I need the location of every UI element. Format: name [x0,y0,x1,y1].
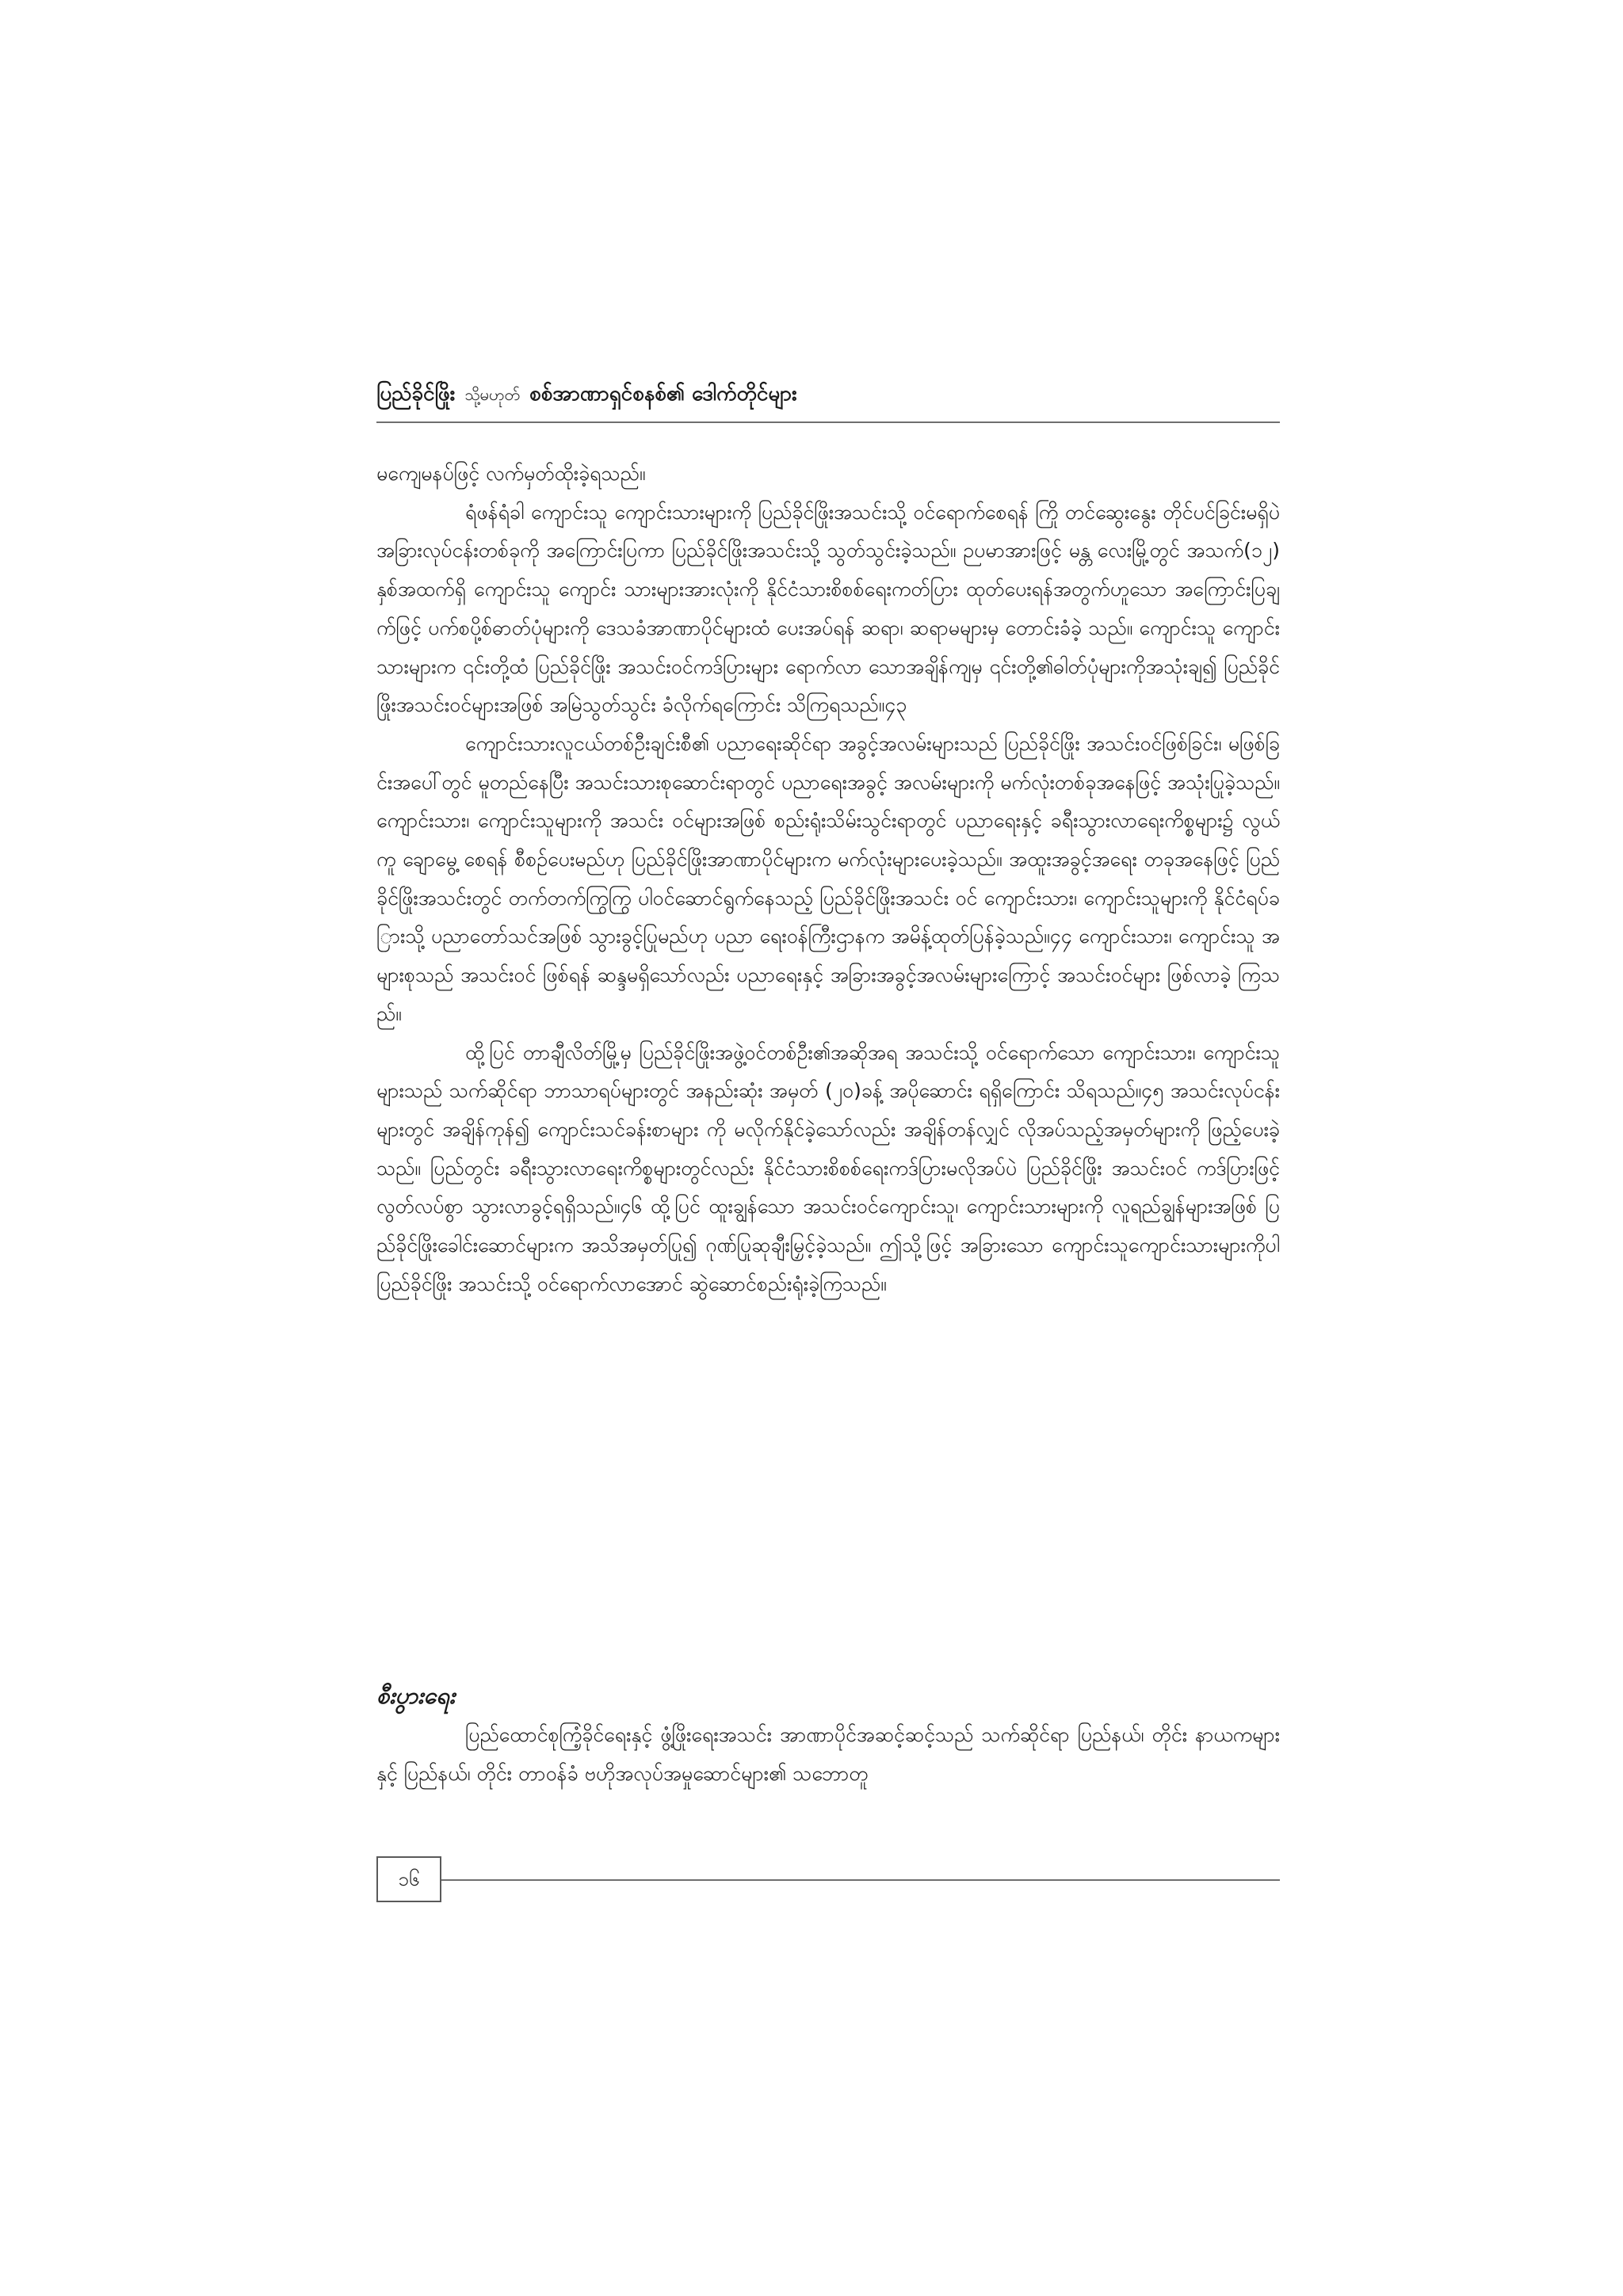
paragraph: ရံဖန်ရံခါ ကျောင်းသူ ကျောင်းသားများကို ပြည်ခိုင်ဖြိုးအသင်းသို့ ဝင်ရောက်စေရန် ကြို တင်ဆွေးနွေး တိုင်ပင်ခြင်းမရှိပဲ အခြားလုပ်ငန်းတစ်ခုကို အကြောင်းပြကာ ပြည်ခိုင်ဖြိုးအသင်းသို့ သွတ်သွင်းခဲ့သည်။ ဉပမာအားဖြင့် မန္တ လေးမြို့တွင် အသက်(၁၂)နှစ်အထက်ရှိ ကျောင်းသူ ကျောင်း သားများအားလုံးကို နိုင်ငံသားစိစစ်ရေးကတ်ပြား ထုတ်ပေးရန်အတွက်ဟူသော အကြောင်းပြချက်ဖြင့် ပက်စပို့စ်ဓာတ်ပုံများကို ဒေသခံအာဏာပိုင်များထံ ပေးအပ်ရန် ဆရာ၊ ဆရာမများမှ တောင်းခံခဲ့ သည်။ ကျောင်းသူ ကျောင်းသားများက ၎င်းတို့ထံ ပြည်ခိုင်ဖြိုး အသင်းဝင်ကဒ်ပြားများ ရောက်လာ သောအချိန်ကျမှ ၎င်းတို့၏ဓါတ်ပုံများကိုအသုံးချ၍ ပြည်ခိုင်ဖြိုးအသင်းဝင်များအဖြစ် အမြဲသွတ်သွင်း ခံလိုက်ရကြောင်း သိကြရသည်။၄၃ [376,500,1280,717]
header-divider [376,421,1280,423]
body-text [376,455,1280,1653]
footer-divider [441,1879,1280,1881]
paragraph: ထို့ပြင် တာချီလိတ်မြို့မှ ပြည်ခိုင်ဖြိုးအဖွဲ့ဝင်တစ်ဦး၏အဆိုအရ အသင်းသို့ ဝင်ရောက်သော ကျောင်းသား၊ ကျောင်းသူများသည် သက်ဆိုင်ရာ ဘာသာရပ်များတွင် အနည်းဆုံး အမှတ် (၂၀)ခန့် အပိုဆောင်း ရရှိကြောင်း သိရသည်။၄၅ အသင်းလုပ်ငန်းများတွင် အချိန်ကုန်၍ ကျောင်းသင်ခန်းစာများ ကို မလိုက်နိုင်ခဲ့သော်လည်း အချိန်တန်လျှင် လိုအပ်သည့်အမှတ်များကို ဖြည့်ပေးခဲ့သည်။ ပြည်တွင်း ခရီးသွားလာရေးကိစ္စများတွင်လည်း နိုင်ငံသားစိစစ်ရေးကဒ်ပြားမလိုအပ်ပဲ ပြည်ခိုင်ဖြိုး အသင်းဝင် ကဒ်ပြားဖြင့် လွတ်လပ်စွာ သွားလာခွင့်ရရှိသည်။၄၆ ထို့ပြင် ထူးချွန်သော အသင်းဝင်ကျောင်းသူ၊ ကျောင်းသားများကို လူရည်ချွန်များအဖြစ် ပြည်ခိုင်ဖြိုးခေါင်းဆောင်များက အသိအမှတ်ပြု၍ ဂုဏ်ပြုဆုချီးမြှင့်ခဲ့သည်။ ဤသို့ဖြင့် အခြားသော ကျောင်းသူကျောင်းသားများကိုပါ ပြည်ခိုင်ဖြိုး အသင်းသို့ ဝင်ရောက်လာအောင် ဆွဲဆောင်စည်းရုံးခဲ့ကြသည်။ [376,1040,1280,1295]
paragraph: ပြည်ထောင်စုကြံ့ခိုင်ရေးနှင့် ဖွံ့ဖြိုးရေးအသင်း အာဏာပိုင်အဆင့်ဆင့်သည် သက်ဆိုင်ရာ ပြည်နယ်၊ တိုင်း နာယကများနှင့် ပြည်နယ်၊ တိုင်း တာဝန်ခံ ဗဟိုအလုပ်အမှုဆောင်များ၏ သဘောတူ [376,1723,1280,1785]
running-head-title: ပြည်ခိုင်ဖြိုး [376,382,456,406]
section-heading: စီးပွားရေး [376,1682,456,1709]
page-number: ၁၆ [376,1856,441,1902]
running-head [376,374,1280,414]
running-head-connector: သို့မဟုတ် [464,385,521,404]
running-head-subtitle: စစ်အာဏာရှင်စနစ်၏ ဒေါက်တိုင်များ [529,382,797,406]
paragraph: ကျောင်းသားလူငယ်တစ်ဦးချင်းစီ၏ ပညာရေးဆိုင်ရာ အခွင့်အလမ်းများသည် ပြည်ခိုင်ဖြိုး အသင်းဝင်ဖြစ်ခြင်း၊ မဖြစ်ခြင်းအပေါ်တွင် မူတည်နေပြီး အသင်းသားစုဆောင်းရာတွင် ပညာရေးအခွင့် အလမ်းများကို မက်လုံးတစ်ခုအနေဖြင့် အသုံးပြုခဲ့သည်။ ကျောင်းသား၊ ကျောင်းသူများကို အသင်း ဝင်များအဖြစ် စည်းရုံးသိမ်းသွင်းရာတွင် ပညာရေးနှင့် ခရီးသွားလာရေးကိစ္စများ၌ လွယ်ကူ ချောမွေ့ စေရန် စီစဉ်ပေးမည်ဟု ပြည်ခိုင်ဖြိုးအာဏာပိုင်များက မက်လုံးများပေးခဲ့သည်။ အထူးအခွင့်အရေး တခုအနေဖြင့် ပြည်ခိုင်ဖြိုးအသင်းတွင် တက်တက်ကြွကြွ ပါဝင်ဆောင်ရွက်နေသည့် ပြည်ခိုင်ဖြိုးအသင်း ဝင် ကျောင်းသား၊ ကျောင်းသူများကို နိုင်ငံရပ်ခြားသို့ ပညာတော်သင်အဖြစ် သွားခွင့်ပြုမည်ဟု ပညာ ရေးဝန်ကြီးဌာနက အမိန့်ထုတ်ပြန်ခဲ့သည်။၄၄ ကျောင်းသား၊ ကျောင်းသူ အများစုသည် အသင်းဝင် ဖြစ်ရန် ဆန္ဒမရှိသော်လည်း ပညာရေးနှင့် အခြားအခွင့်အလမ်းများကြောင့် အသင်းဝင်များ ဖြစ်လာခဲ့ ကြသည်။ [376,731,1280,1025]
section-body [376,1716,1280,1795]
paragraph: မကျေမနပ်ဖြင့် လက်မှတ်ထိုးခဲ့ရသည်။ [376,462,646,485]
